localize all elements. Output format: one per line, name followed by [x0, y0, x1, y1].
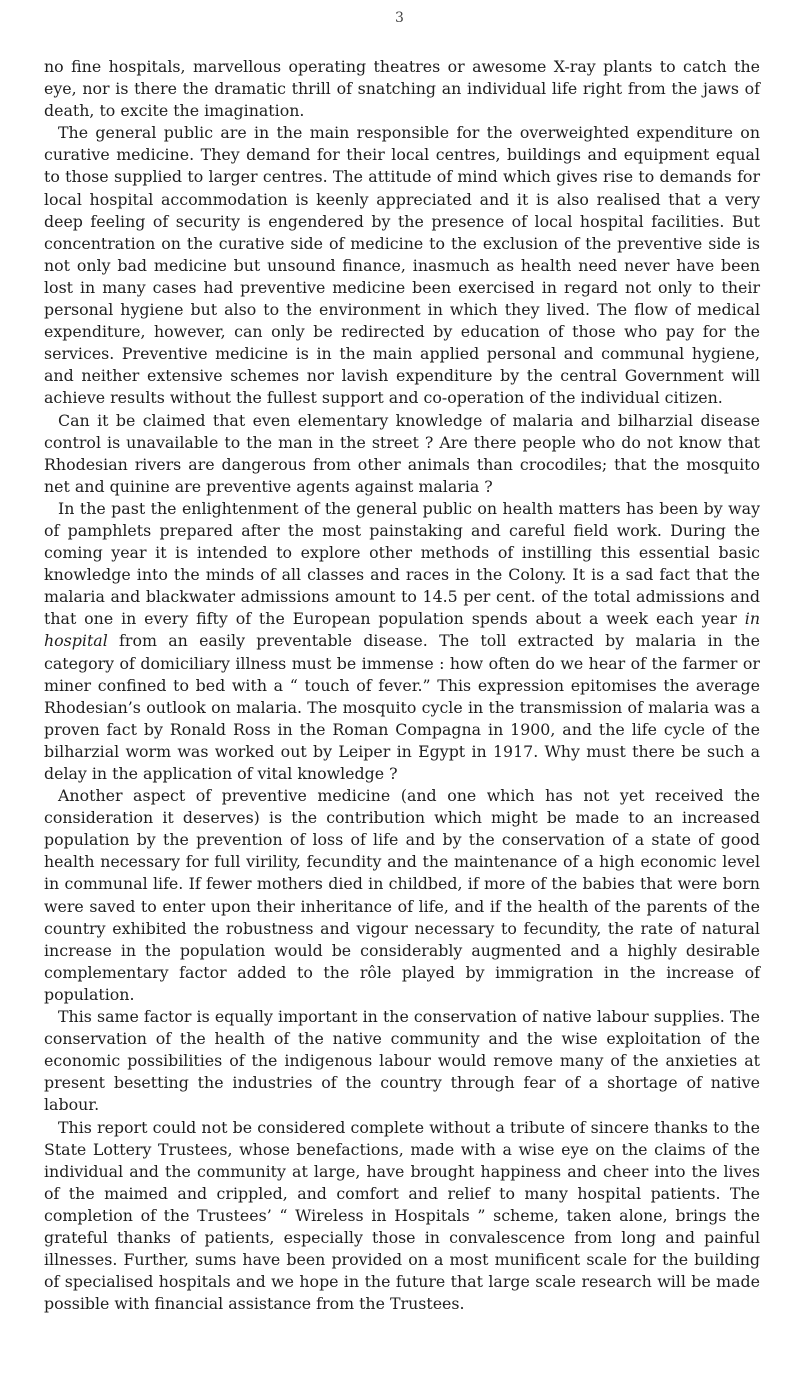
page-number: 3	[395, 10, 405, 26]
paragraph-continuation: no fine hospitals, marvellous operating theatres or awesome X-ray plants to catch the eye, nor is there the dramatic thrill of snatching an individual life right from the jaws of death, to excite the imagination.	[44, 57, 760, 121]
paragraph-malaria-knowledge: Can it be claimed that even elementary knowledge of malaria and bilharzial disease control is unavailable to the man in the street ? Are there people who do not know that Rhodesian rivers are dangerous from other animals than crocodiles; that the mosquito net and quinine are preventive agents against malaria ?	[44, 410, 760, 496]
paragraph-health-education-italic: in hospital	[44, 609, 760, 651]
paragraph-health-education	[44, 498, 760, 785]
paragraph-curative-medicine: The general public are in the main responsible for the overweighted expenditure on curative medicine. They demand for their local centres, buildings and equipment equal to those supplied to larger centres. The attitude of mind which gives rise to demands for local hospital accommodation is keenly appreciated and it is also realised that a very deep feeling of security is engendered by the presence of local hospital facilities. But concentration on the curative side of medicine to the exclusion of the preventive side is not only bad medicine but unsound finance, inasmuch as health need never have been lost in many cases had preventive medicine been exercised in regard not only to their personal hygiene but also to the environment in which they lived. The flow of medical expenditure, however, can only be redirected by education of those who pay for the services. Preventive medicine is in the main applied personal and communal hygiene, and neither extensive schemes nor lavish expenditure by the central Government will achieve results without the fullest support and co-operation of the individual citizen.	[44, 123, 760, 408]
paragraph-lottery-trustees: This report could not be considered complete without a tribute of sincere thanks to the State Lottery Trustees, whose benefactions, made with a wise eye on the claims of the individual and the community at large, have brought happiness and cheer into the lives of the maimed and crippled, and comfort and relief to many hospital patients. The completion of the Trustees’ “ Wireless in Hospitals ” scheme, taken alone, brings the grateful thanks of patients, especially those in convalescence from long and painful illnesses. Further, sums have been provided on a most munificent scale for the building of specialised hospitals and we hope in the future that large scale research will be made possible with financial assistance from the Trustees.	[44, 1117, 760, 1314]
body-text	[44, 56, 760, 1315]
paragraph-health-education-part1: In the past the enlightenment of the general public on health matters has been by way of pamphlets prepared after the most painstaking and careful field work. During the coming year it is intended to explore other methods of instilling this essential basic knowledge into the minds of all classes and races in the Colony. It is a sad fact that the malaria and blackwater admissions amount to 14.5 per cent. of the total admissions and that one in every fifty of the European population spends about a week each year	[44, 498, 760, 629]
paragraph-health-education-part2: from an easily preventable disease. The toll extracted by malaria in the category of domiciliary illness must be immense : how often do we hear of the farmer or miner confined to bed with a “ touch of fever.” This expression epitomises the average Rhodesian’s outlook on malaria. The mosquito cycle in the transmission of malaria was a proven fact by Ronald Ross in the Roman Compagna in 1900, and the life cycle of the bilharzial worm was worked out by Leiper in Egypt in 1917. Why must there be such a delay in the application of vital knowledge ?	[44, 631, 760, 783]
paragraph-population: Another aspect of preventive medicine (and one which has not yet received the consideration it deserves) is the contribution which might be made to an increased population by the prevention of loss of life and by the conservation of a state of good health necessary for full virility, fecundity and the maintenance of a high economic level in communal life. If fewer mothers died in childbed, if more of the babies that were born were saved to enter upon their inheritance of life, and if the health of the parents of the country exhibited the robustness and vigour necessary to fecundity, the rate of natural increase in the population would be considerably augmented and a highly desirable complementary factor added to the rôle played by immigration in the increase of population.	[44, 786, 760, 1004]
paragraph-native-labour: This same factor is equally important in the conservation of native labour supplies. The conservation of the health of the native community and the wise exploitation of the economic possibilities of the indigenous labour would remove many of the anxieties at present besetting the industries of the country through fear of a shortage of native labour.	[44, 1007, 760, 1115]
